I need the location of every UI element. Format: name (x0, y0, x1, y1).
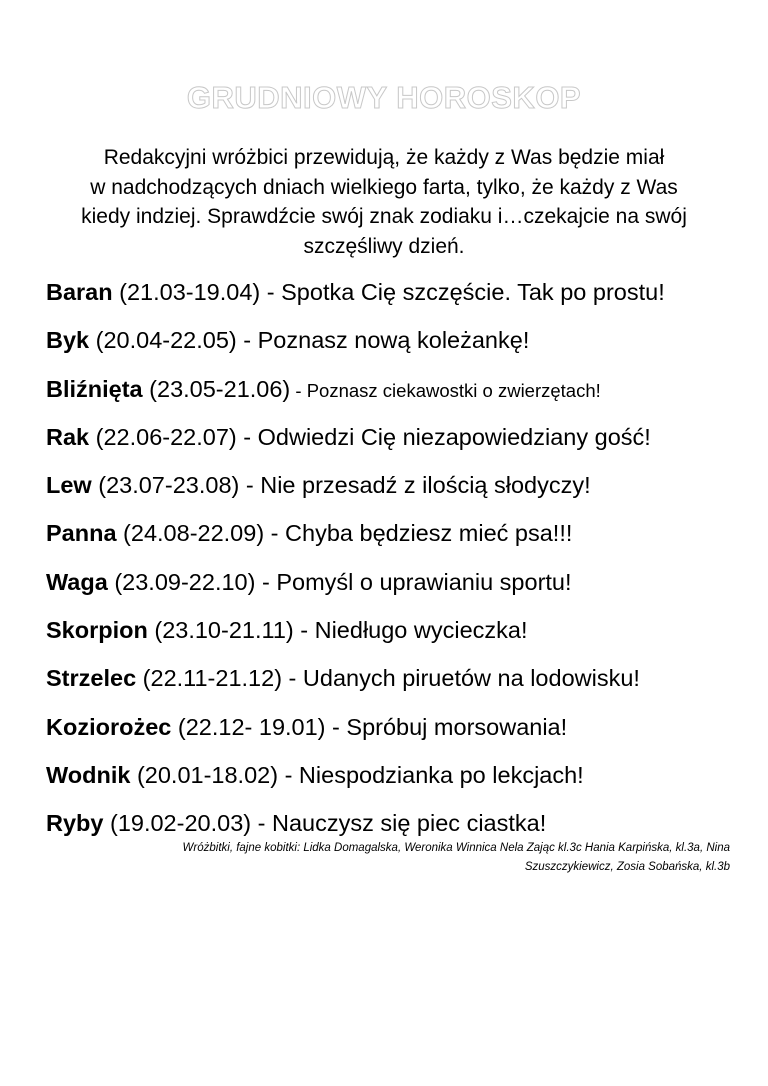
zodiac-name: Ryby (46, 810, 104, 837)
intro-paragraph (40, 143, 728, 261)
zodiac-dates: (19.02-20.03) (103, 810, 252, 837)
zodiac-dates: (23.09-22.10) (107, 568, 256, 595)
intro-line: w nadchodzących dniach wielkiego farta, tylko, że każdy z Was (90, 175, 678, 199)
zodiac-prediction: - Poznasz nową koleżankę! (236, 327, 530, 354)
zodiac-name: Rak (46, 423, 90, 450)
zodiac-item-lew (46, 467, 746, 515)
zodiac-item-panna (46, 515, 746, 563)
zodiac-prediction: - Poznasz ciekawostki o zwierzętach! (290, 379, 601, 401)
zodiac-list (46, 274, 746, 854)
zodiac-prediction: - Chyba będziesz mieć psa!!! (264, 520, 573, 547)
zodiac-prediction: - Nauczysz się piec ciastka! (251, 810, 547, 837)
zodiac-prediction: - Odwiedzi Cię niezapowiedziany gość! (236, 423, 651, 450)
intro-line: szczęśliwy dzień. (303, 234, 465, 258)
zodiac-name: Lew (46, 472, 92, 499)
zodiac-name: Panna (46, 520, 117, 547)
zodiac-dates: (21.03-19.04) (112, 279, 261, 305)
zodiac-name: Skorpion (46, 617, 148, 644)
zodiac-name: Byk (46, 327, 90, 354)
zodiac-dates: (22.06-22.07) (89, 423, 237, 450)
credits-line: Szuszczykiewicz, Zosia Sobańska, kl.3b (524, 861, 730, 873)
zodiac-dates: (23.10-21.11) (147, 617, 294, 644)
zodiac-dates: (23.07-23.08) (91, 472, 240, 499)
zodiac-item-rak (46, 419, 746, 467)
credits-line: Wróżbitki, fajne kobitki: Lidka Domagalska, Weronika Winnica Nela Zając kl.3c Hania Karpińska, kl.3a, Nina (182, 842, 730, 854)
zodiac-prediction: - Udanych piruetów na lodowisku! (282, 665, 640, 692)
zodiac-dates: (20.04-22.05) (89, 327, 237, 354)
zodiac-item-wodnik (46, 757, 746, 805)
zodiac-name: Strzelec (46, 665, 137, 692)
zodiac-dates: (23.05-21.06) (142, 375, 291, 402)
zodiac-dates: (22.11-21.12) (136, 665, 283, 692)
authors-credits (30, 839, 730, 877)
page-title: GRUDNIOWY HOROSKOP (186, 80, 582, 115)
zodiac-item-waga (46, 564, 746, 612)
zodiac-item-baran (46, 274, 746, 322)
zodiac-prediction: - Spróbuj morsowania! (325, 713, 568, 740)
zodiac-item-skorpion (46, 612, 746, 660)
zodiac-prediction: - Niespodzianka po lekcjach! (278, 761, 584, 788)
zodiac-name: Bliźnięta (46, 375, 143, 402)
zodiac-dates: (24.08-22.09) (116, 520, 265, 547)
intro-line: Redakcyjni wróżbici przewidują, że każdy z Was będzie miał (103, 146, 665, 169)
zodiac-item-koziorozec (46, 709, 746, 757)
zodiac-name: Koziorożec (46, 713, 172, 740)
zodiac-item-byk (46, 322, 746, 370)
zodiac-prediction: - Spotka Cię szczęście. Tak po prostu! (260, 279, 665, 305)
zodiac-name: Baran (46, 279, 113, 305)
zodiac-dates: (22.12- 19.01) (171, 713, 326, 740)
intro-line: kiedy indziej. Sprawdźcie swój znak zodiaku i…czekajcie na swój (81, 205, 687, 228)
zodiac-item-blizneta (46, 371, 746, 419)
zodiac-prediction: - Niedługo wycieczka! (293, 617, 528, 644)
zodiac-prediction: - Pomyśl o uprawianiu sportu! (255, 568, 572, 595)
zodiac-prediction: - Nie przesadź z ilością słodyczy! (239, 472, 591, 499)
zodiac-dates: (20.01-18.02) (130, 761, 279, 788)
zodiac-name: Waga (46, 568, 108, 595)
zodiac-name: Wodnik (46, 761, 131, 788)
zodiac-item-strzelec (46, 660, 746, 708)
